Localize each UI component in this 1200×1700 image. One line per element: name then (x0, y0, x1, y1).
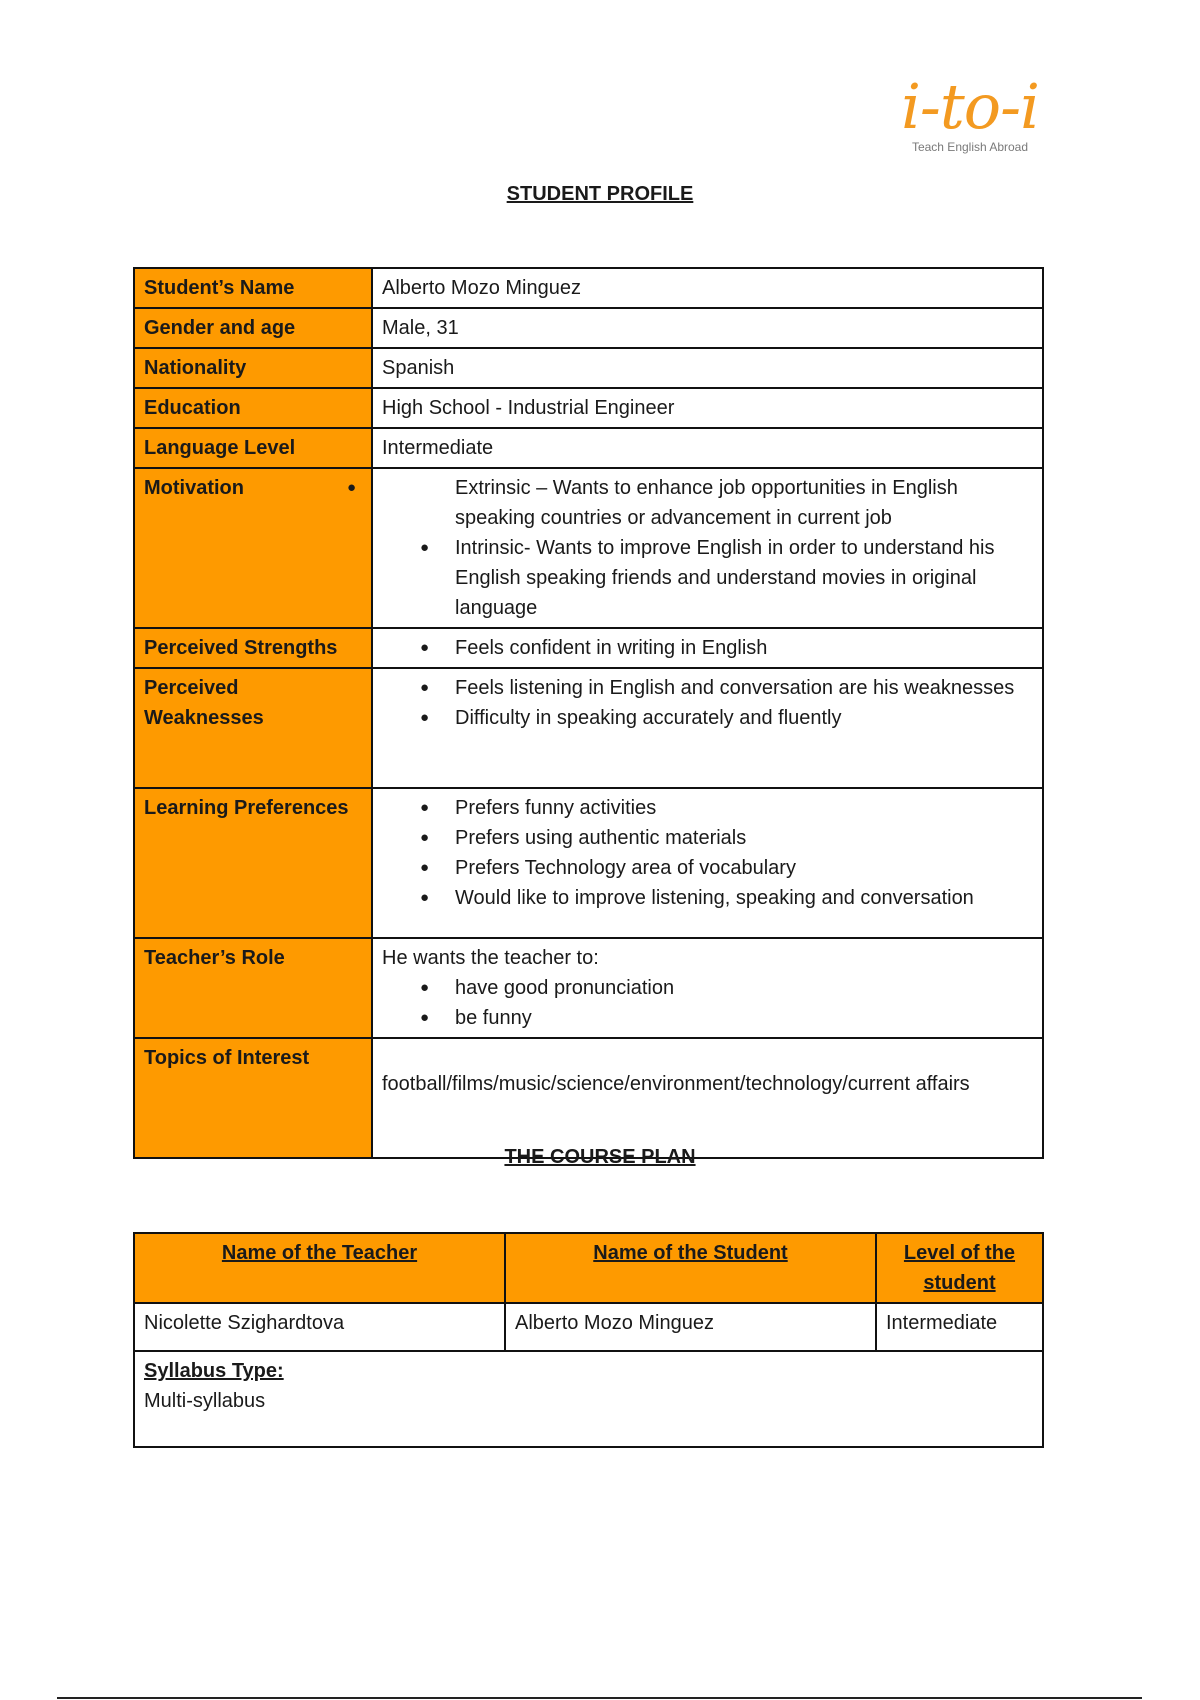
plan-header-row (134, 1233, 1043, 1303)
profile-row-preferences (134, 788, 1043, 938)
list-item: ● Intrinsic- Wants to improve English in order to understand his English speaking friends and understand movies in original language (455, 533, 1033, 623)
row-label: Student’s Name (134, 268, 372, 308)
teacher-role-intro: He wants the teacher to: (382, 947, 599, 969)
list-item: ● have good pronunciation (455, 973, 1033, 1003)
row-label: Topics of Interest (134, 1038, 372, 1158)
profile-row-weaknesses (134, 668, 1043, 788)
profile-row-gender (134, 308, 1043, 348)
plan-syllabus-row (134, 1351, 1043, 1447)
student-name: Alberto Mozo Minguez (505, 1303, 876, 1351)
list-item: ● Feels confident in writing in English (455, 633, 1033, 663)
profile-row-strengths (134, 628, 1043, 668)
plan-value-row (134, 1303, 1043, 1351)
list-item: ● Feels listening in English and conversation are his weaknesses (455, 673, 1033, 703)
row-label: Teacher’s Role (134, 938, 372, 1038)
student-level: Intermediate (876, 1303, 1043, 1351)
row-value (372, 628, 1043, 668)
header-level: Level of the student (876, 1233, 1043, 1303)
row-value: Spanish (372, 348, 1043, 388)
row-label: Perceived Strengths (134, 628, 372, 668)
row-value (372, 1038, 1043, 1158)
list-item: ● Extrinsic – Wants to enhance job opportunities in English speaking countries or advancement in current job (382, 473, 1033, 533)
profile-row-topics (134, 1038, 1043, 1158)
header-student: Name of the Student (505, 1233, 876, 1303)
footer-rule (57, 1697, 1142, 1699)
student-profile-title: STUDENT PROFILE (506, 183, 694, 205)
row-value: Alberto Mozo Minguez (372, 268, 1043, 308)
profile-row-teacher-role (134, 938, 1043, 1038)
row-label: Language Level (134, 428, 372, 468)
profile-row-name (134, 268, 1043, 308)
list-item: ● be funny (455, 1003, 1033, 1033)
list-item: ● Prefers Technology area of vocabulary (455, 853, 1033, 883)
list-item: ● Prefers funny activities (455, 793, 1033, 823)
row-value (372, 938, 1043, 1038)
student-profile-table (133, 267, 1044, 1159)
list-item: ● Difficulty in speaking accurately and fluently (455, 703, 1033, 733)
course-plan-title: THE COURSE PLAN (504, 1146, 696, 1168)
teacher-name: Nicolette Szighardtova (134, 1303, 505, 1351)
profile-row-education (134, 388, 1043, 428)
list-item: ● Would like to improve listening, speaking and conversation (455, 883, 1033, 913)
row-value: Intermediate (372, 428, 1043, 468)
row-label: Education (134, 388, 372, 428)
row-value (372, 788, 1043, 938)
row-label: Perceived Weaknesses (134, 668, 372, 788)
logo-mark: i-to-i (901, 70, 1039, 143)
syllabus-cell (134, 1351, 1043, 1447)
syllabus-type-value: Multi-syllabus (144, 1390, 266, 1412)
list-item: ● Prefers using authentic materials (455, 823, 1033, 853)
row-value: Male, 31 (372, 308, 1043, 348)
row-value: High School - Industrial Engineer (372, 388, 1043, 428)
logo-tagline: Teach English Abroad (911, 140, 1029, 154)
topics-value: football/films/music/science/environment/technology/current affairs (382, 1073, 970, 1095)
row-label: Motivation (134, 468, 372, 628)
i-to-i-logo (880, 70, 1060, 154)
row-label: Learning Preferences (134, 788, 372, 938)
row-value (372, 668, 1043, 788)
row-label: Nationality (134, 348, 372, 388)
profile-row-motivation (134, 468, 1043, 628)
course-plan-table (133, 1232, 1044, 1448)
profile-row-level (134, 428, 1043, 468)
row-value (372, 468, 1043, 628)
header-teacher: Name of the Teacher (134, 1233, 505, 1303)
profile-row-nationality (134, 348, 1043, 388)
row-label: Gender and age (134, 308, 372, 348)
syllabus-type-label: Syllabus Type: (144, 1360, 284, 1382)
